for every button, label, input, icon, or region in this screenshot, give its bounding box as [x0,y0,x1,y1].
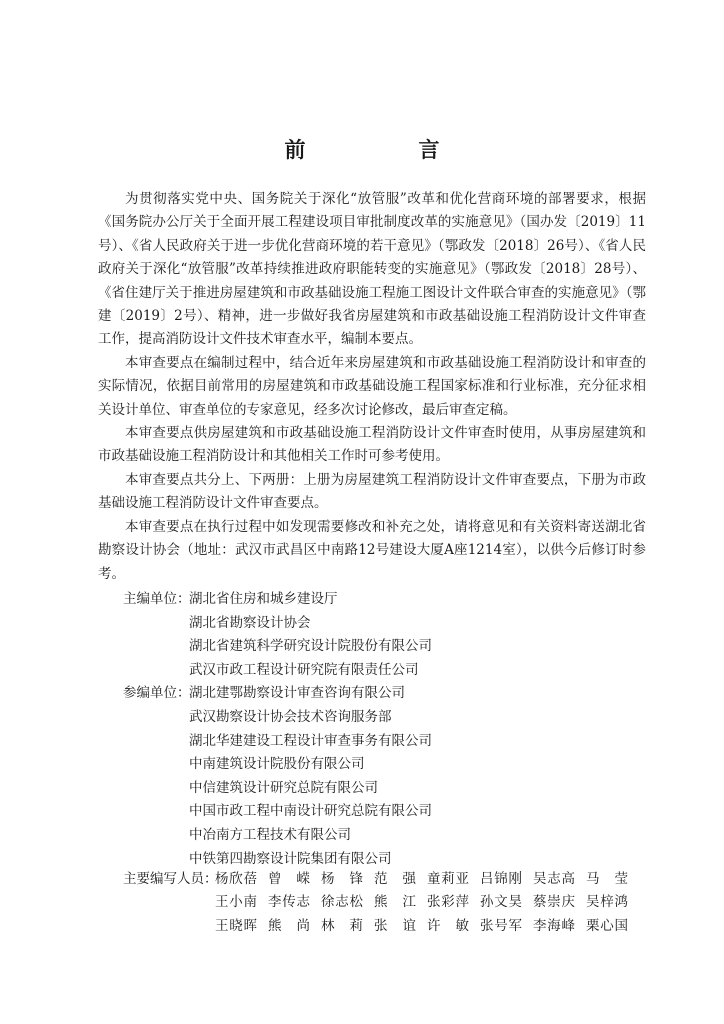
participating-unit-name: 中南建筑设计院股份有限公司 [189,756,365,773]
chief-unit-name: 湖北省建筑科学研究设计院股份有限公司 [189,638,432,655]
editor-name: 熊江 [374,894,416,911]
participating-unit-name: 中铁第四勘察设计院集团有限公司 [189,850,392,867]
editor-name: 曾嵘 [268,871,310,887]
editor-name: 吴梓鸿 [586,894,628,911]
paragraph: 本审查要点供房屋建筑和市政基础设施工程消防设计文件审查时使用，从事房屋建筑和市政基础设施工程消防设计和其他相关工作时可参考使用。 [98,425,646,465]
editor-name: 张号军 [480,917,522,934]
chief-units-label: 主编单位： [123,591,191,607]
editor-name: 孙文昊 [480,894,522,911]
editor-name: 李传志 [268,894,310,911]
editor-name: 杨欣蓓 [215,871,257,887]
editor-name: 童莉亚 [427,871,469,887]
chief-unit-name: 湖北省勘察设计协会 [189,614,311,631]
participating-units-label: 参编单位： [123,685,191,702]
editor-name: 王小南 [215,894,257,911]
editor-name: 马莹 [586,871,628,887]
participating-unit-name: 湖北华建建设工程设计审查事务有限公司 [189,732,432,749]
paragraph: 为贯彻落实党中央、国务院关于深化“放管服”改革和优化营商环境的部署要求，根据《国务院办公厅关于全面开展工程建设项目审批制度改革的实施意见》（国办发〔2019〕11号）、《省人民政府关于进一步优化营商环境的若干意见》（鄂政发〔2018〕26号）、《省人民政府关于深化“放管服”改革持续推进政府职能转变的实施意见》（鄂政发〔2018〕28号）、《省住建厅关于推进房屋建筑和市政基础设施工程施工图设计文件联合审查的实施意见》（鄂建〔2019〕2号）、精神，进一步做好我省房屋建筑和市政基础设施工程消防设计文件审查工作，提高消防设计文件技术审查水平，编制本要点。 [98,191,646,348]
page-title: 前 言 [284,137,486,162]
editor-name: 蔡崇庆 [533,894,575,911]
participating-unit-name: 中信建筑设计研究总院有限公司 [189,779,378,796]
editor-name: 张谊 [374,917,416,934]
editor-name: 熊尚 [268,917,310,934]
editor-name: 徐志松 [321,894,363,911]
editor-name: 王晓晖 [215,917,257,934]
preface-body [98,188,646,586]
participating-unit-name: 武汉勘察设计协会技术咨询服务部 [189,709,392,725]
paragraph: 本审查要点共分上、下两册：上册为房屋建筑工程消防设计文件审查要点，下册为市政基础设施工程消防设计文件审查要点。 [98,471,646,512]
editor-name: 张彩萍 [427,894,469,911]
chief-unit-name: 湖北省住房和城乡建设厅 [189,591,338,607]
editor-name: 范强 [374,871,416,887]
chief-unit-name: 武汉市政工程设计研究院有限责任公司 [189,661,419,678]
editor-name: 许敏 [427,917,469,934]
editor-name: 吕锦刚 [480,871,522,887]
editor-name: 林莉 [321,917,363,934]
participating-unit-name: 中国市政工程中南设计研究总院有限公司 [189,803,432,820]
paragraph: 本审查要点在编制过程中，结合近年来房屋建筑和市政基础设施工程消防设计和审查的实际情况，依据目前常用的房屋建筑和市政基础设施工程国家标准和行业标准，充分征求相关设计单位、审查单位的专家意见，经多次讨论修改，最后审查定稿。 [98,354,646,418]
editors-label: 主要编写人员： [123,871,218,887]
paragraph: 本审查要点在执行过程中如发现需要修改和补充之处，请将意见和有关资料寄送湖北省勘察设计协会（地址：武汉市武昌区中南路12号建设大厦A座1214室），以供今后修订时参考。 [98,518,646,582]
editor-name: 李海峰 [533,917,575,934]
participating-unit-name: 中冶南方工程技术有限公司 [189,827,351,843]
participating-unit-name: 湖北建鄂勘察设计审查咨询有限公司 [189,685,405,702]
editor-name: 吴志高 [533,871,575,887]
editor-name: 杨锋 [321,871,363,887]
editor-name: 栗心国 [586,917,628,934]
